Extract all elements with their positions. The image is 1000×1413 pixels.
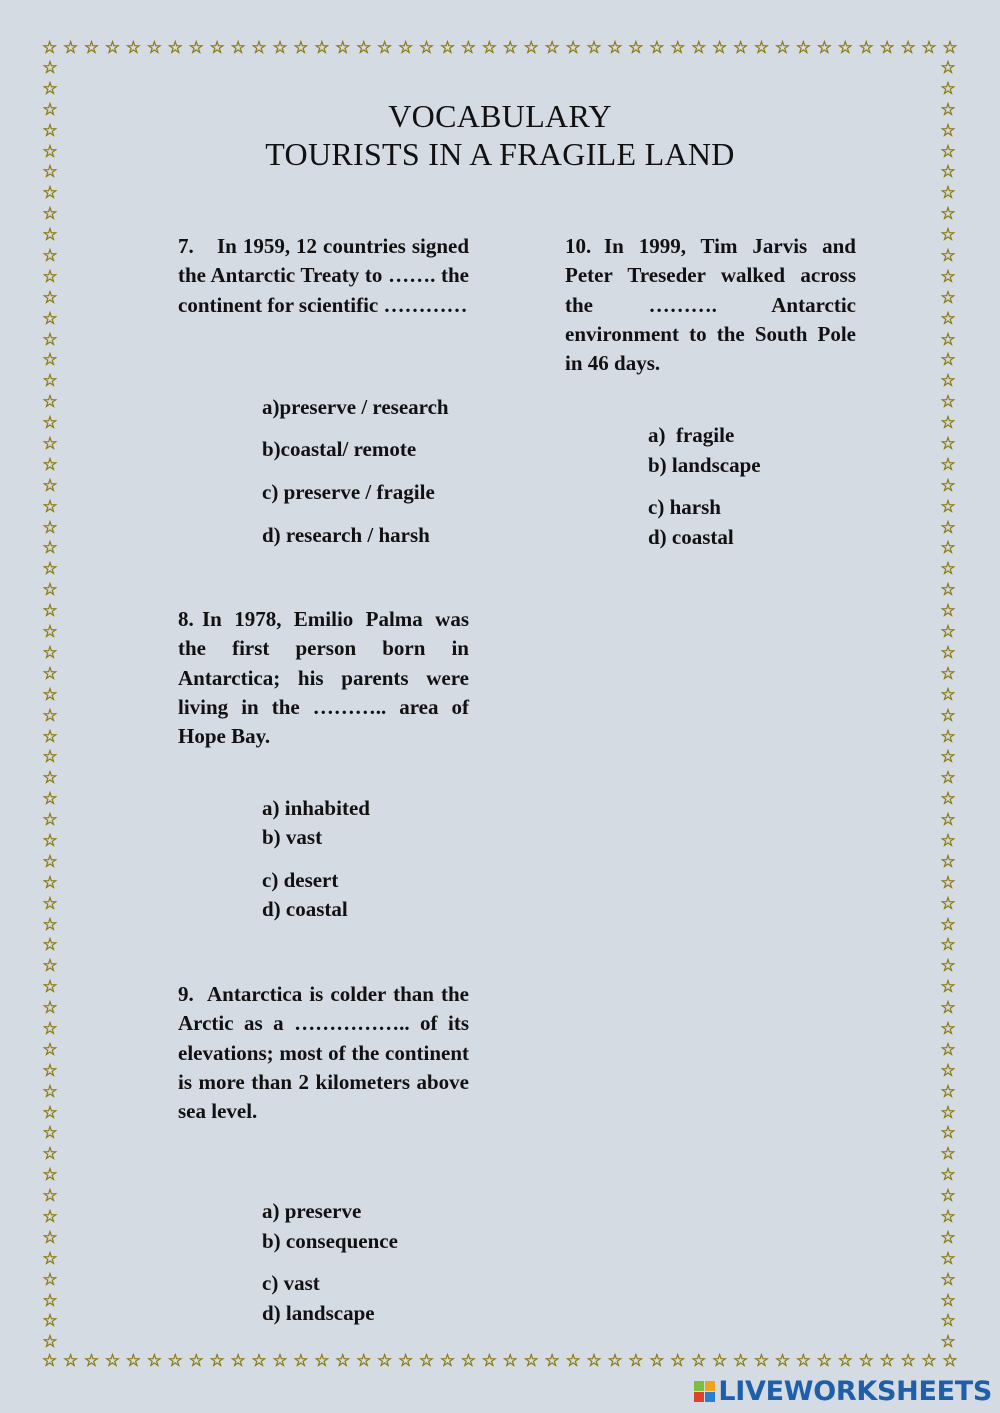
star-icon: ☆ — [900, 1351, 916, 1371]
star-icon: ☆ — [628, 1351, 644, 1371]
star-icon: ☆ — [42, 287, 58, 308]
star-icon: ☆ — [753, 1351, 770, 1371]
star-icon: ☆ — [481, 38, 497, 58]
star-icon: ☆ — [940, 663, 956, 684]
question-stem: Antarctica is colder than the Arctic as a …………….. of its elevations; most of the continent is more than 2 kilometers above sea level. — [178, 982, 469, 1124]
star-icon: ☆ — [940, 601, 956, 622]
star-icon: ☆ — [607, 38, 623, 58]
star-icon: ☆ — [251, 1351, 267, 1371]
star-icon: ☆ — [940, 684, 956, 705]
star-icon: ☆ — [940, 538, 956, 559]
star-icon: ☆ — [940, 371, 956, 392]
star-border-right — [939, 60, 957, 1352]
question-stem: In 1978, Emilio Palma was the first person born in Antarctica; his parents were living in the ……….. area of Hope Bay. — [178, 607, 469, 749]
question-9 — [178, 980, 469, 1126]
star-icon: ☆ — [314, 1351, 330, 1371]
star-icon: ☆ — [42, 1060, 58, 1081]
star-icon: ☆ — [586, 1351, 602, 1371]
star-icon: ☆ — [940, 78, 956, 99]
star-icon: ☆ — [42, 830, 58, 851]
star-icon: ☆ — [940, 99, 956, 120]
star-icon: ☆ — [104, 38, 121, 58]
star-icon: ☆ — [42, 872, 58, 893]
star-icon: ☆ — [940, 1206, 956, 1227]
star-icon: ☆ — [940, 1269, 956, 1290]
star-icon: ☆ — [940, 58, 956, 78]
option-d[interactable]: d) research / harsh — [262, 523, 430, 547]
option-c[interactable]: c) harsh — [648, 495, 721, 519]
star-icon: ☆ — [649, 38, 665, 58]
star-icon: ☆ — [42, 454, 58, 475]
option-d[interactable]: d) coastal — [262, 897, 348, 921]
star-icon: ☆ — [42, 120, 58, 141]
star-icon: ☆ — [940, 1248, 956, 1269]
star-icon: ☆ — [42, 329, 58, 350]
star-icon: ☆ — [42, 1186, 58, 1207]
star-icon: ☆ — [146, 38, 162, 58]
star-icon: ☆ — [940, 496, 956, 517]
star-icon: ☆ — [940, 726, 956, 747]
star-icon: ☆ — [42, 580, 58, 601]
star-icon: ☆ — [691, 38, 707, 58]
star-icon: ☆ — [940, 1060, 956, 1081]
star-icon: ☆ — [940, 454, 956, 475]
star-icon: ☆ — [418, 1351, 435, 1371]
star-icon: ☆ — [940, 830, 956, 851]
star-icon: ☆ — [940, 162, 956, 183]
option-b[interactable]: b) vast — [262, 825, 323, 849]
star-icon: ☆ — [879, 38, 895, 58]
star-icon: ☆ — [83, 1351, 100, 1371]
star-icon: ☆ — [83, 38, 100, 58]
star-icon: ☆ — [125, 1351, 141, 1371]
option-b[interactable]: b)coastal/ remote — [262, 437, 417, 461]
star-icon: ☆ — [940, 1332, 956, 1353]
star-icon: ☆ — [565, 38, 581, 58]
star-icon: ☆ — [42, 559, 58, 580]
star-icon: ☆ — [42, 851, 58, 872]
star-icon: ☆ — [146, 1351, 162, 1371]
star-icon: ☆ — [42, 914, 58, 935]
star-icon: ☆ — [940, 1123, 956, 1144]
star-icon: ☆ — [940, 120, 956, 141]
star-icon: ☆ — [940, 1081, 956, 1102]
star-icon: ☆ — [732, 1351, 749, 1371]
star-icon: ☆ — [940, 580, 956, 601]
star-icon: ☆ — [523, 1351, 539, 1371]
star-icon: ☆ — [940, 204, 956, 225]
star-icon: ☆ — [42, 1206, 58, 1227]
star-icon: ☆ — [42, 1102, 58, 1123]
star-icon: ☆ — [940, 392, 956, 413]
star-icon: ☆ — [795, 38, 811, 58]
page-subtitle: TOURISTS IN A FRAGILE LAND — [265, 136, 735, 172]
star-icon: ☆ — [940, 559, 956, 580]
star-icon: ☆ — [502, 1351, 518, 1371]
star-icon: ☆ — [42, 684, 58, 705]
star-icon: ☆ — [607, 1351, 623, 1371]
star-icon: ☆ — [314, 38, 330, 58]
star-icon: ☆ — [42, 1123, 58, 1144]
star-border-bottom — [42, 1353, 958, 1371]
star-icon: ☆ — [940, 789, 956, 810]
star-icon: ☆ — [940, 1018, 956, 1039]
star-icon: ☆ — [125, 38, 141, 58]
star-icon: ☆ — [565, 1351, 581, 1371]
question-10 — [565, 232, 856, 378]
star-icon: ☆ — [42, 956, 58, 977]
star-icon: ☆ — [586, 38, 602, 58]
star-icon: ☆ — [42, 392, 58, 413]
star-icon: ☆ — [42, 705, 58, 726]
question-number: 9. — [178, 982, 194, 1006]
option-c[interactable]: c) preserve / fragile — [262, 480, 435, 504]
option-b[interactable]: b) consequence — [262, 1229, 398, 1253]
star-icon: ☆ — [167, 1351, 183, 1371]
star-icon: ☆ — [42, 350, 58, 371]
star-icon: ☆ — [940, 413, 956, 434]
star-icon: ☆ — [940, 747, 956, 768]
star-icon: ☆ — [42, 642, 58, 663]
star-icon: ☆ — [940, 914, 956, 935]
star-icon: ☆ — [42, 475, 58, 496]
star-icon: ☆ — [940, 266, 956, 287]
star-icon: ☆ — [942, 1351, 958, 1371]
star-icon: ☆ — [42, 1332, 58, 1353]
brand-name: LIVEWORKSHEETS — [718, 1376, 992, 1407]
star-icon: ☆ — [188, 1351, 204, 1371]
star-icon: ☆ — [377, 1351, 393, 1371]
star-icon: ☆ — [230, 38, 246, 58]
star-icon: ☆ — [816, 1351, 832, 1371]
option-a[interactable]: a) inhabited — [262, 796, 370, 820]
star-icon: ☆ — [42, 747, 58, 768]
star-icon: ☆ — [940, 935, 956, 956]
star-icon: ☆ — [42, 893, 58, 914]
star-icon: ☆ — [940, 517, 956, 538]
star-icon: ☆ — [42, 371, 58, 392]
star-icon: ☆ — [42, 58, 58, 78]
star-icon: ☆ — [335, 1351, 351, 1371]
star-icon: ☆ — [42, 1227, 58, 1248]
star-icon: ☆ — [209, 1351, 225, 1371]
star-icon: ☆ — [272, 1351, 288, 1371]
star-icon: ☆ — [42, 1081, 58, 1102]
option-a[interactable]: a) preserve — [262, 1199, 362, 1223]
question-number: 10. — [565, 234, 592, 258]
question-stem: In 1999, Tim Jarvis and Peter Treseder walked across the ………. Antarctic environment to the South Pole in 46 days. — [565, 234, 856, 376]
star-icon: ☆ — [42, 204, 58, 225]
star-icon: ☆ — [940, 977, 956, 998]
star-icon: ☆ — [940, 225, 956, 246]
option-c[interactable]: c) desert — [262, 868, 339, 892]
star-icon: ☆ — [42, 622, 58, 643]
star-icon: ☆ — [940, 956, 956, 977]
star-icon: ☆ — [940, 329, 956, 350]
star-icon: ☆ — [104, 1351, 121, 1371]
star-icon: ☆ — [42, 434, 58, 455]
option-c[interactable]: c) vast — [262, 1271, 320, 1295]
star-icon: ☆ — [42, 78, 58, 99]
star-icon: ☆ — [251, 38, 267, 58]
star-icon: ☆ — [940, 642, 956, 663]
star-icon: ☆ — [42, 1248, 58, 1269]
star-icon: ☆ — [940, 998, 956, 1019]
star-icon: ☆ — [42, 246, 58, 267]
star-icon: ☆ — [774, 1351, 791, 1371]
star-icon: ☆ — [42, 38, 58, 58]
star-icon: ☆ — [544, 38, 560, 58]
star-icon: ☆ — [940, 475, 956, 496]
option-a[interactable]: a)preserve / research — [262, 395, 449, 419]
star-icon: ☆ — [272, 38, 288, 58]
star-icon: ☆ — [460, 1351, 476, 1371]
star-icon: ☆ — [502, 38, 518, 58]
star-icon: ☆ — [42, 998, 58, 1019]
star-icon: ☆ — [42, 1311, 58, 1332]
star-icon: ☆ — [62, 38, 79, 58]
star-icon: ☆ — [42, 1290, 58, 1311]
star-icon: ☆ — [42, 1165, 58, 1186]
question-number: 7. — [178, 234, 194, 258]
star-icon: ☆ — [942, 38, 958, 58]
star-icon: ☆ — [649, 1351, 665, 1371]
star-icon: ☆ — [940, 350, 956, 371]
option-b[interactable]: b) landscape — [648, 453, 761, 477]
star-icon: ☆ — [42, 538, 58, 559]
star-icon: ☆ — [858, 1351, 874, 1371]
star-icon: ☆ — [921, 1351, 937, 1371]
star-icon: ☆ — [42, 768, 58, 789]
star-icon: ☆ — [670, 38, 686, 58]
star-icon: ☆ — [712, 1351, 728, 1371]
question-stem: In 1959, 12 countries signed the Antarctic Treaty to ……. the continent for scientific ………… — [178, 234, 469, 317]
star-icon: ☆ — [356, 38, 372, 58]
option-d[interactable]: d) landscape — [262, 1301, 375, 1325]
star-icon: ☆ — [42, 496, 58, 517]
star-icon: ☆ — [940, 246, 956, 267]
star-icon: ☆ — [42, 266, 58, 287]
star-icon: ☆ — [42, 162, 58, 183]
star-icon: ☆ — [900, 38, 916, 58]
star-icon: ☆ — [837, 1351, 853, 1371]
star-icon: ☆ — [921, 38, 937, 58]
star-icon: ☆ — [42, 183, 58, 204]
star-icon: ☆ — [523, 38, 539, 58]
star-icon: ☆ — [940, 705, 956, 726]
star-icon: ☆ — [940, 1227, 956, 1248]
star-icon: ☆ — [940, 1165, 956, 1186]
star-icon: ☆ — [42, 977, 58, 998]
star-icon: ☆ — [774, 38, 791, 58]
star-icon: ☆ — [940, 141, 956, 162]
liveworksheets-logo-icon — [694, 1381, 715, 1402]
star-icon: ☆ — [940, 308, 956, 329]
star-icon: ☆ — [335, 38, 351, 58]
star-icon: ☆ — [439, 38, 456, 58]
star-icon: ☆ — [418, 38, 435, 58]
star-icon: ☆ — [42, 99, 58, 120]
star-icon: ☆ — [42, 225, 58, 246]
star-icon: ☆ — [544, 1351, 560, 1371]
star-icon: ☆ — [940, 1144, 956, 1165]
star-icon: ☆ — [940, 183, 956, 204]
option-a[interactable]: a) fragile — [648, 423, 735, 447]
star-icon: ☆ — [940, 622, 956, 643]
star-icon: ☆ — [940, 1311, 956, 1332]
star-icon: ☆ — [42, 1351, 58, 1371]
star-icon: ☆ — [42, 413, 58, 434]
star-icon: ☆ — [940, 1290, 956, 1311]
question-number: 8. — [178, 607, 194, 631]
star-border-left — [41, 60, 59, 1352]
star-icon: ☆ — [691, 1351, 707, 1371]
star-icon: ☆ — [167, 38, 183, 58]
star-icon: ☆ — [940, 851, 956, 872]
star-icon: ☆ — [188, 38, 204, 58]
star-icon: ☆ — [42, 935, 58, 956]
question-7 — [178, 232, 469, 320]
star-icon: ☆ — [940, 872, 956, 893]
star-icon: ☆ — [42, 141, 58, 162]
star-icon: ☆ — [42, 1144, 58, 1165]
star-icon: ☆ — [230, 1351, 246, 1371]
question-8 — [178, 605, 469, 751]
star-icon: ☆ — [816, 38, 832, 58]
star-icon: ☆ — [940, 1186, 956, 1207]
star-icon: ☆ — [940, 287, 956, 308]
star-icon: ☆ — [712, 38, 728, 58]
star-icon: ☆ — [42, 663, 58, 684]
star-icon: ☆ — [356, 1351, 372, 1371]
star-icon: ☆ — [940, 1039, 956, 1060]
star-icon: ☆ — [42, 601, 58, 622]
page-title: VOCABULARY — [388, 98, 612, 134]
star-icon: ☆ — [753, 38, 770, 58]
liveworksheets-logo[interactable] — [694, 1376, 992, 1407]
option-d[interactable]: d) coastal — [648, 525, 734, 549]
star-icon: ☆ — [397, 38, 414, 58]
star-icon: ☆ — [42, 726, 58, 747]
star-icon: ☆ — [670, 1351, 686, 1371]
star-icon: ☆ — [439, 1351, 456, 1371]
star-icon: ☆ — [460, 38, 476, 58]
star-icon: ☆ — [42, 810, 58, 831]
star-icon: ☆ — [940, 1102, 956, 1123]
star-icon: ☆ — [940, 893, 956, 914]
star-icon: ☆ — [795, 1351, 811, 1371]
star-icon: ☆ — [837, 38, 853, 58]
star-icon: ☆ — [940, 768, 956, 789]
star-icon: ☆ — [42, 789, 58, 810]
star-icon: ☆ — [858, 38, 874, 58]
star-icon: ☆ — [397, 1351, 414, 1371]
star-icon: ☆ — [42, 308, 58, 329]
star-icon: ☆ — [940, 434, 956, 455]
star-icon: ☆ — [62, 1351, 79, 1371]
star-icon: ☆ — [377, 38, 393, 58]
star-icon: ☆ — [732, 38, 749, 58]
star-icon: ☆ — [293, 38, 309, 58]
star-icon: ☆ — [42, 1039, 58, 1060]
star-icon: ☆ — [628, 38, 644, 58]
star-icon: ☆ — [293, 1351, 309, 1371]
star-icon: ☆ — [42, 1269, 58, 1290]
star-icon: ☆ — [42, 517, 58, 538]
star-icon: ☆ — [940, 810, 956, 831]
star-icon: ☆ — [481, 1351, 497, 1371]
star-icon: ☆ — [209, 38, 225, 58]
star-border-top — [42, 40, 958, 58]
star-icon: ☆ — [879, 1351, 895, 1371]
star-icon: ☆ — [42, 1018, 58, 1039]
